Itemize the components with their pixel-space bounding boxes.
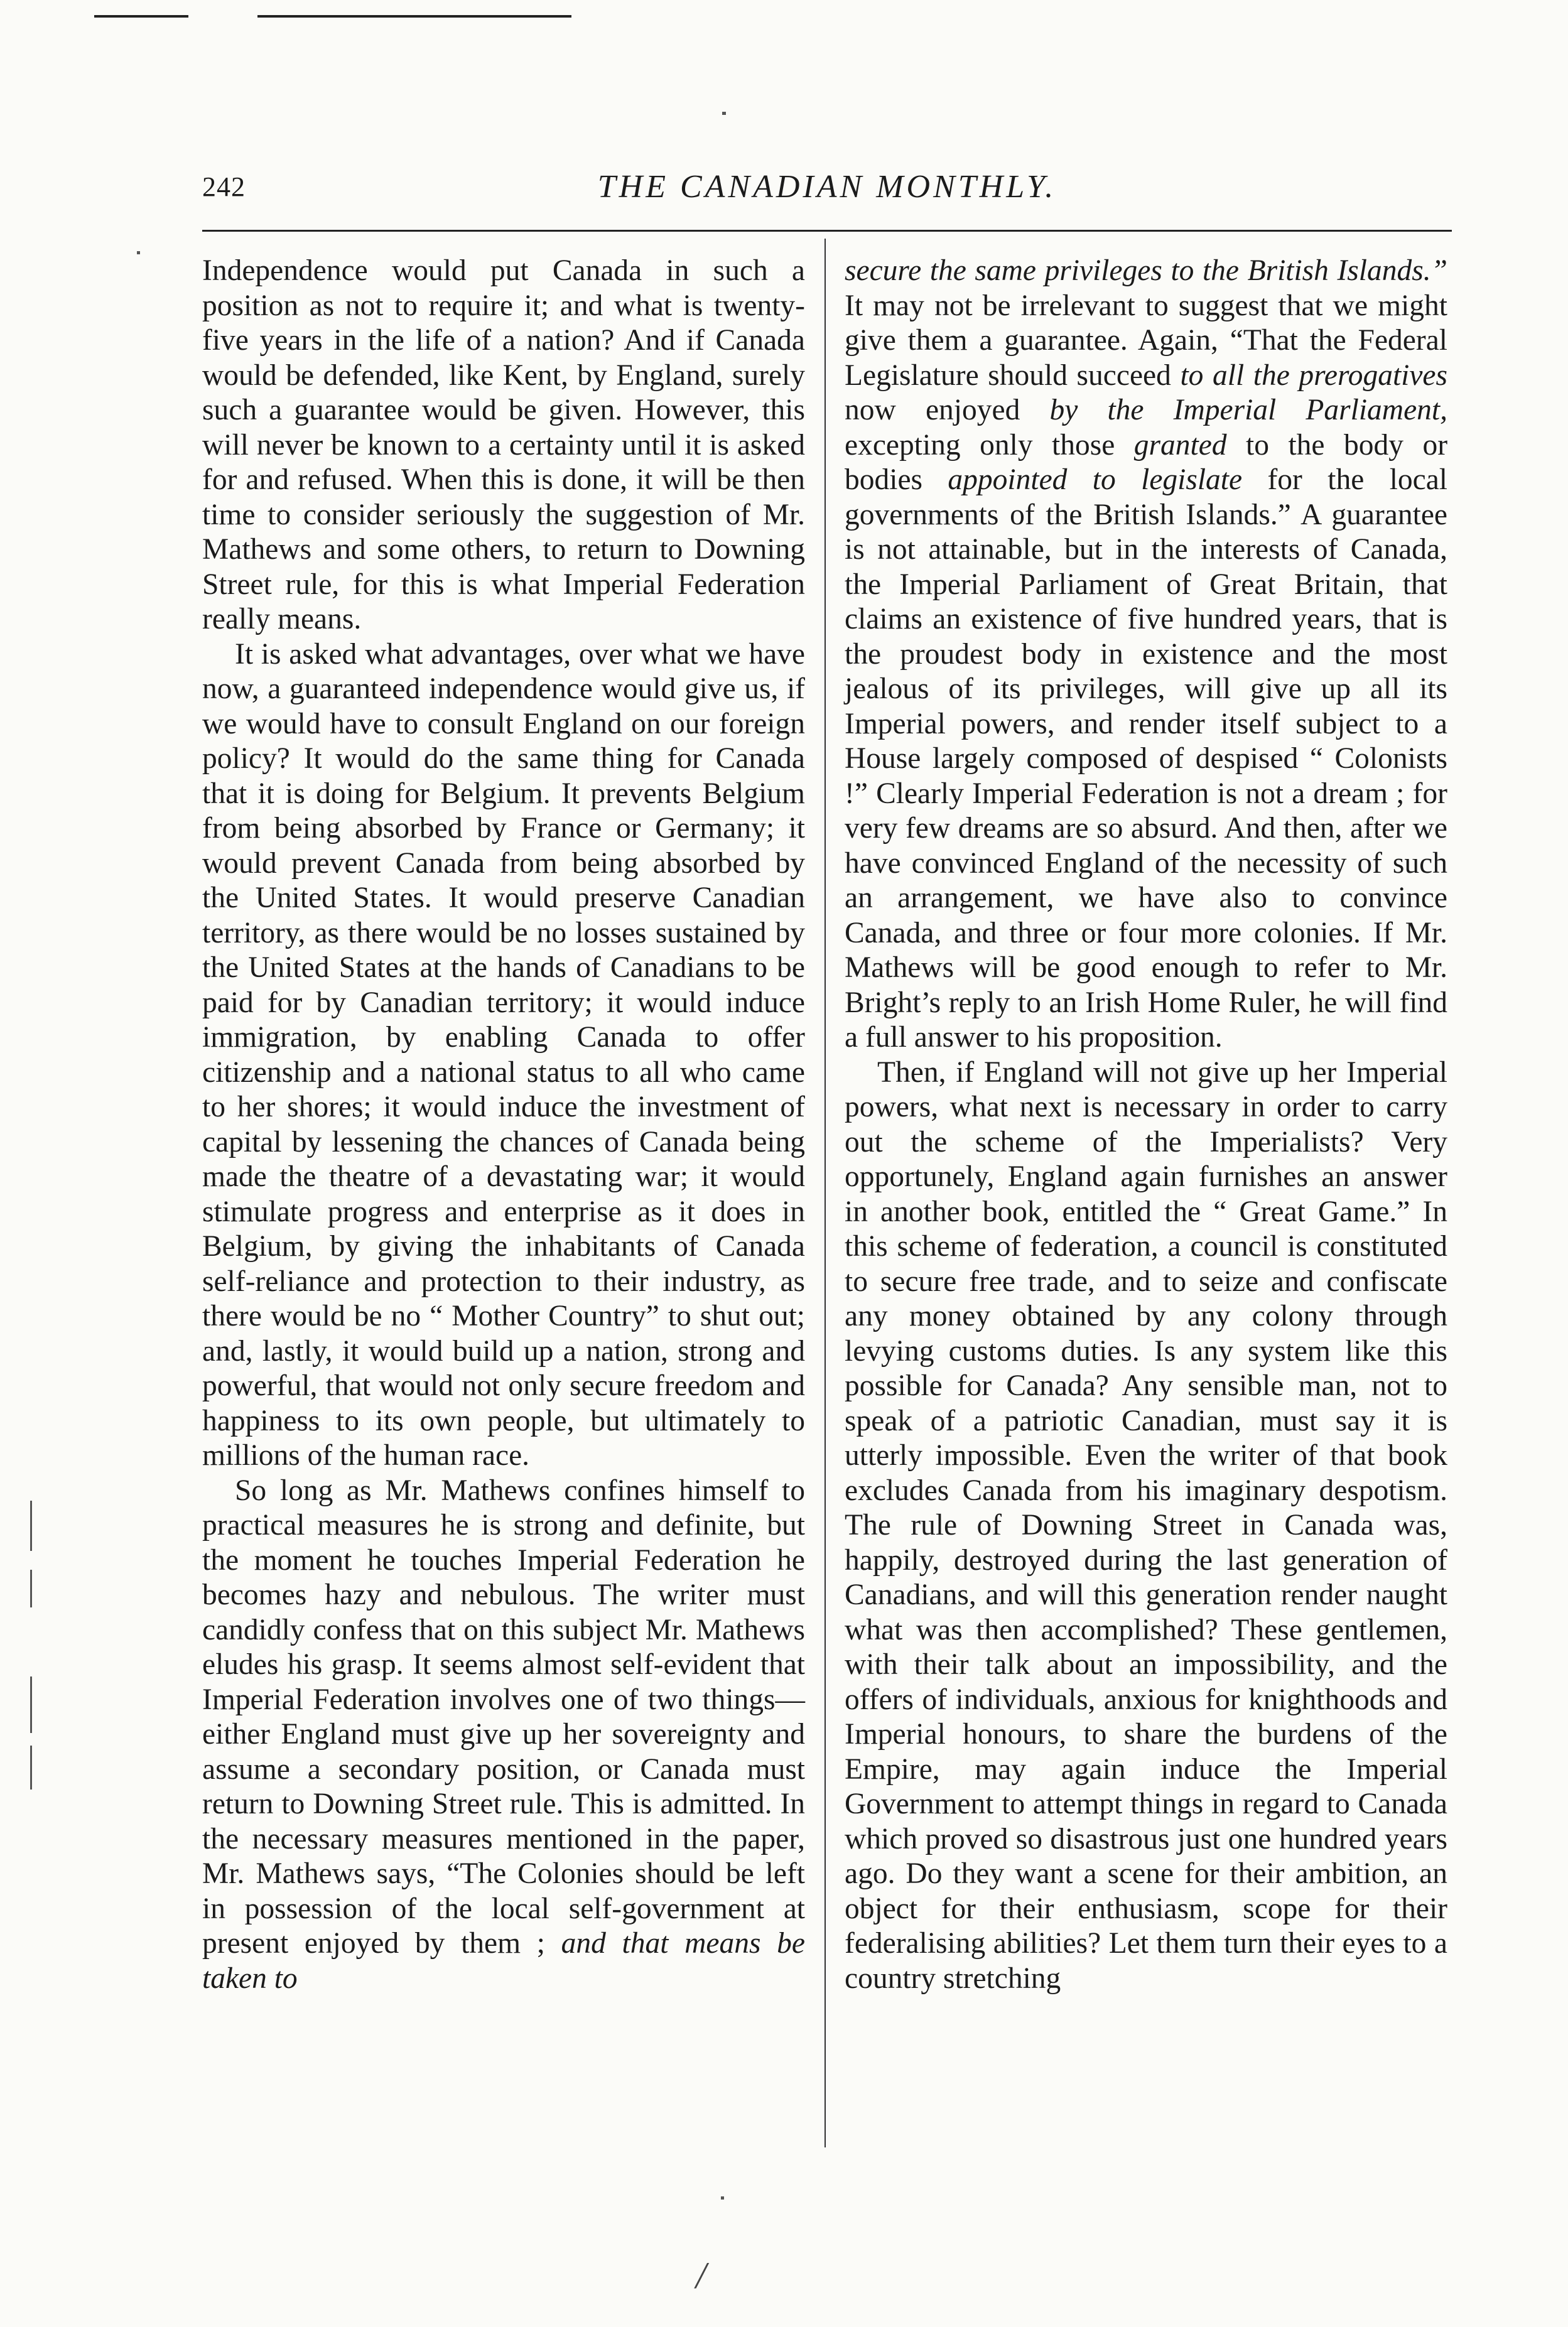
margin-scan-mark [30, 1746, 32, 1790]
top-scan-rule [257, 15, 571, 18]
right-column [845, 254, 1447, 1996]
italic-quote: secure the same privileges to the British Islands.” [845, 254, 1447, 287]
paragraph [845, 254, 1447, 1056]
italic-quote: appointed to legislate [948, 463, 1243, 496]
top-scan-rule [94, 15, 188, 18]
margin-scan-mark [30, 1501, 32, 1551]
italic-quote: granted [1133, 428, 1227, 462]
paragraph [202, 1474, 805, 1997]
scan-speck [137, 251, 140, 254]
paragraph-text: It may not be irrelevant to suggest that we might give them a guarantee. Again, “That the Federal Legislature should succeed [845, 289, 1447, 392]
stray-mark: / [696, 2255, 706, 2296]
paragraph-text: excepting only those [845, 428, 1115, 462]
margin-scan-mark [30, 1570, 32, 1607]
italic-quote: by the Imperial Parliament, [1049, 394, 1447, 426]
scan-speck [721, 2196, 724, 2200]
paragraph-text: now enjoyed [845, 394, 1020, 426]
italic-quote: and that means be taken to [202, 1927, 805, 1995]
running-title: THE CANADIAN MONTHLY. [597, 169, 1057, 205]
paragraph-text: to the body or bodies [845, 428, 1448, 496]
page-number: 242 [202, 171, 246, 202]
paragraph-text: for the local governments of the British Islands.” A guarantee is not attainable, but in the interests of Canada, the Imperial Parliament of Great Britain, that claims an existence of five hundred years, that is the proudest body in existence and the most jealous of its privileges, will give up all its Imperial powers, and render itself subject to a House largely composed of despised “ Colonists !” Clearly Imperial Federation is not a dream ; for very few dreams are so absurd. And then, after we have convinced England of the necessity of such an arrangement, we have also to convince Canada, and three or four more colonies. If Mr. Mathews will be good enough to refer to Mr. Bright’s reply to an Irish Home Ruler, he will find a full answer to his proposition. [845, 463, 1448, 1054]
italic-quote: to all the prerogatives [1180, 359, 1447, 392]
paragraph: It is asked what advantages, over what we have now, a guaranteed independence would give us, if we would have to consult England on our foreign policy? It would do the same thing for Canada that it is doing for Belgium. It prevents Belgium from being absorbed by France or Germany; it would prevent Canada from being absorbed by the United States. It would preserve Canadian territory, as there would be no losses sustained by the United States at the hands of Canadians to be paid for by Canadian territory; it would induce immigration, by enabling Canada to offer citizenship and a national status to all who came to her shores; it would induce the investment of capital by lessening the chances of Canada being made the theatre of a devastating war; it would stimulate progress and enterprise as it does in Belgium, by giving the inhabitants of Canada self-reliance and protection to their industry, as there would be no “ Mother Country” to shut out; and, lastly, it would build up a nation, strong and powerful, that would not only secure freedom and happiness to its own people, but ultimately to millions of the human race. [202, 637, 805, 1472]
column-divider [825, 239, 826, 2147]
paragraph: Then, if England will not give up her Imperial powers, what next is necessary in order to carry out the scheme of the Imperialists? Very opportunely, England again furnishes an answer in another book, entitled the “ Great Game.” In this scheme of federation, a council is constituted to secure free trade, and to seize and confiscate any money obtained by any colony through levying customs duties. Is any system like this possible for Canada? Any sensible man, not to speak of a patriotic Canadian, must say it is utterly impossible. Even the writer of that book excludes Canada from his imaginary despotism. The rule of Downing Street in Canada was, happily, destroyed during the last generation of Canadians, and will this generation render naught what was then accomplished? These gentlemen, with their talk about an impossibility, and the offers of individuals, anxious for knighthoods and Imperial honours, to share the burdens of the Empire, may again induce the Imperial Government to attempt things in regard to Canada which proved so disastrous just one hundred years ago. Do they want a scene for their ambition, an object for their enthusiasm, scope for their federalising abilities? Let them turn their eyes to a country stretching [845, 1056, 1447, 1995]
scan-speck [722, 112, 726, 115]
paragraph: Independence would put Canada in such a position as not to require it; and what is twenty-five years in the life of a nation? And if Canada would be defended, like Kent, by England, surely such a guarantee would be given. However, this will never be known to a certainty until it is asked for and refused. When this is done, it will be then time to consider seriously the suggestion of Mr. Mathews and some others, to return to Downing Street rule, for this is what Imperial Federation really means. [202, 254, 805, 635]
margin-scan-mark [30, 1676, 32, 1733]
header-rule [202, 230, 1452, 232]
paragraph-text: So long as Mr. Mathews confines himself to practical measures he is strong and definite, but the moment he touches Imperial Federation he becomes hazy and nebulous. The writer must candidly confess that on this subject Mr. Mathews eludes his grasp. It seems almost self-evident that Imperial Federation involves one of two things—either England must give up her sovereignty and assume a secondary position, or Canada must return to Downing Street rule. This is admitted. In the necessary measures mentioned in the paper, Mr. Mathews says, “The Colonies should be left in possession of the local self-government at present enjoyed by them ; [202, 1474, 805, 1960]
left-column [202, 254, 805, 1996]
page-header [202, 165, 1452, 221]
